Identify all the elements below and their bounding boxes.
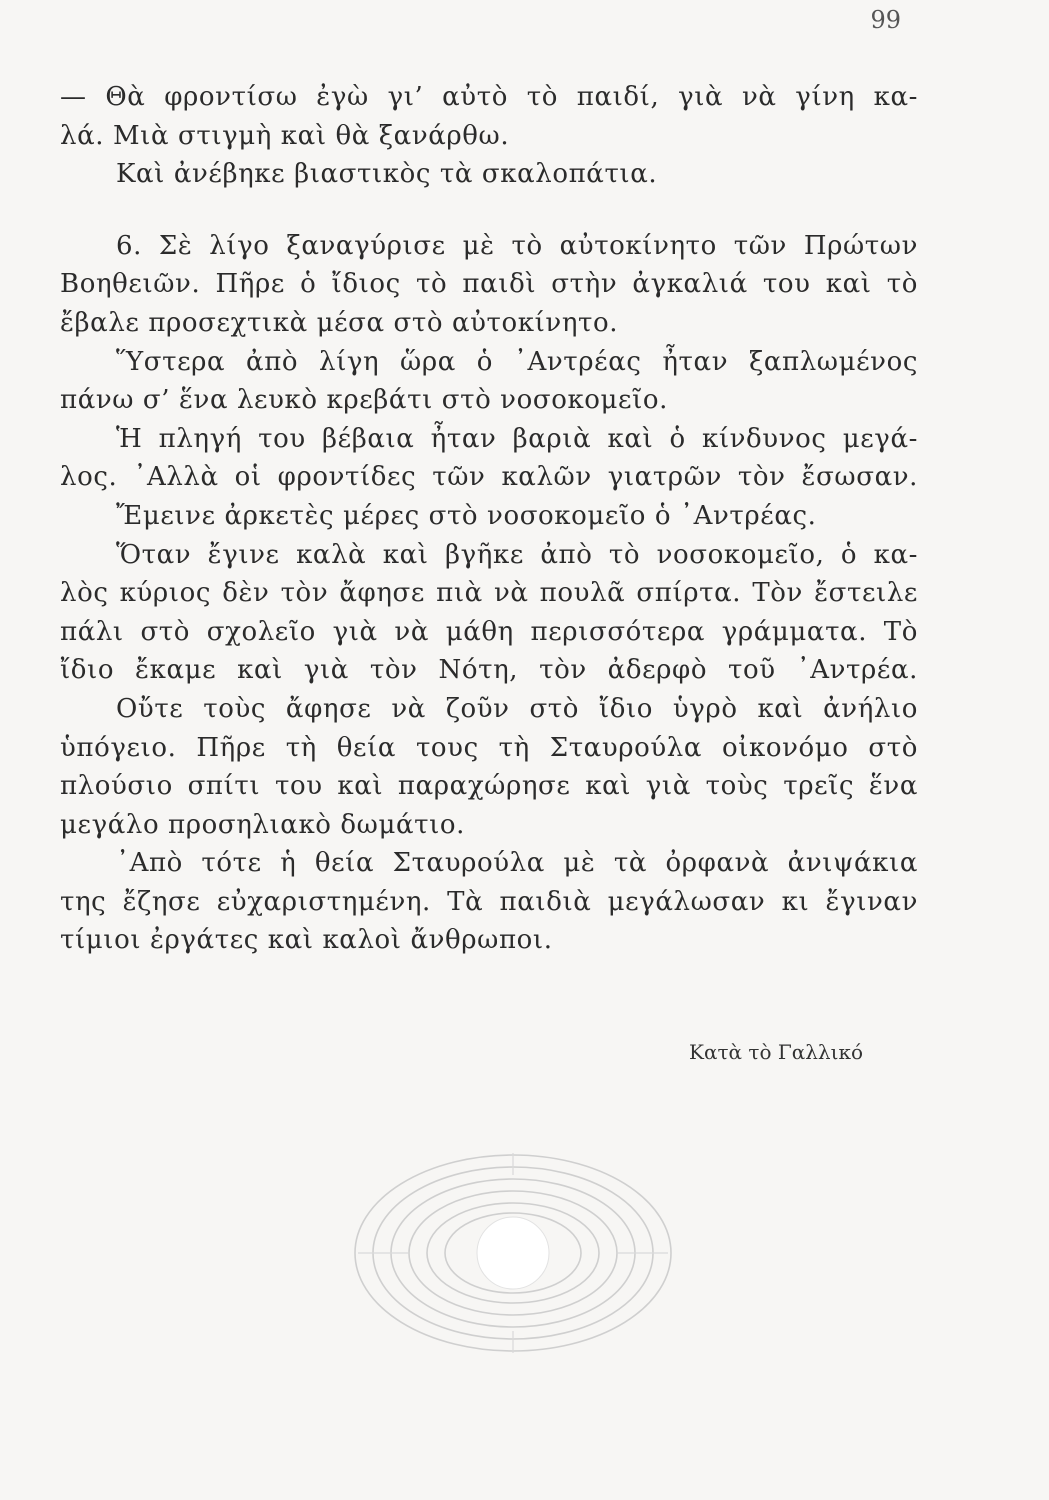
text-line: πάνω σ’ ἕνα λευκὸ κρεβάτι στὸ νοσοκομεῖο. (60, 385, 669, 416)
text-line: μεγάλο προσηλιακὸ δωμάτιο. (60, 809, 466, 840)
text-line: Ὅταν ἔγινε καλὰ καὶ βγῆκε ἀπὸ τὸ νοσοκομεῖο, ὁ κα- (116, 539, 918, 570)
text-line: τίμιοι ἐργάτες καὶ καλοὶ ἄνθρωποι. (60, 925, 553, 956)
text-line: ᾿Απὸ τότε ἡ θεία Σταυρούλα μὲ τὰ ὀρφανὰ ἀνιψάκια (116, 848, 918, 879)
text-line: Βοηθειῶν. Πῆρε ὁ ἴδιος τὸ παιδὶ στὴν ἀγκαλιά του καὶ τὸ (60, 269, 918, 300)
text-line: της ἔζησε εὐχαριστημένη. Τὰ παιδιὰ μεγάλωσαν κι ἔγιναν (60, 886, 918, 917)
text-line: — Θὰ φροντίσω ἐγὼ γι’ αὐτὸ τὸ παιδί, γιὰ νὰ γίνη κα- (60, 82, 918, 112)
text-line: Καὶ ἀνέβηκε βιαστικὸς τὰ σκαλοπάτια. (116, 159, 658, 190)
text-line: πλούσιο σπίτι του καὶ παραχώρησε καὶ γιὰ τοὺς τρεῖς ἕνα (60, 771, 918, 802)
text-line: λος. ᾿Αλλὰ οἱ φροντίδες τῶν καλῶν γιατρῶν τὸν ἔσωσαν. (60, 462, 918, 493)
text-line: Ἡ πληγή του βέβαια ἦταν βαριὰ καὶ ὁ κίνδυνος μεγά- (116, 423, 918, 454)
story-text (60, 78, 918, 960)
ornament-decoration (348, 1145, 678, 1360)
text-line: Ἔμεινε ἀρκετὲς μέρες στὸ νοσοκομεῖο ὁ ᾿Αντρέας. (116, 500, 817, 531)
text-line: Ὕστερα ἀπὸ λίγη ὥρα ὁ ᾿Αντρέας ἦταν ξαπλωμένος (116, 346, 918, 377)
text-line: πάλι στὸ σχολεῖο γιὰ νὰ μάθη περισσότερα γράμματα. Τὸ (60, 616, 918, 647)
text-line: ἔβαλε προσεχτικὰ μέσα στὸ αὐτοκίνητο. (60, 307, 619, 338)
text-line: λὸς κύριος δὲν τὸν ἄφησε πιὰ νὰ πουλᾶ σπίρτα. Τὸν ἔστειλε (60, 578, 918, 609)
section-gap (60, 194, 918, 227)
page-number: 99 (870, 6, 901, 34)
text-line: ἴδιο ἔκαμε καὶ γιὰ τὸν Νότη, τὸν ἀδερφὸ τοῦ ᾿Αντρέα. (60, 655, 918, 686)
text-line: ὑπόγειο. Πῆρε τὴ θεία τους τὴ Σταυρούλα οἰκονόμο στὸ (60, 732, 918, 763)
text-line: Οὔτε τοὺς ἄφησε νὰ ζοῦν στὸ ἴδιο ὑγρὸ καὶ ἀνήλιο (116, 693, 918, 724)
text-line: λά. Μιὰ στιγμὴ καὶ θὰ ξανάρθω. (60, 120, 510, 151)
text-line: 6. Σὲ λίγο ξαναγύρισε μὲ τὸ αὐτοκίνητο τῶν Πρώτων (116, 230, 918, 261)
attribution: Κατὰ τὸ Γαλλικό (689, 1040, 863, 1064)
